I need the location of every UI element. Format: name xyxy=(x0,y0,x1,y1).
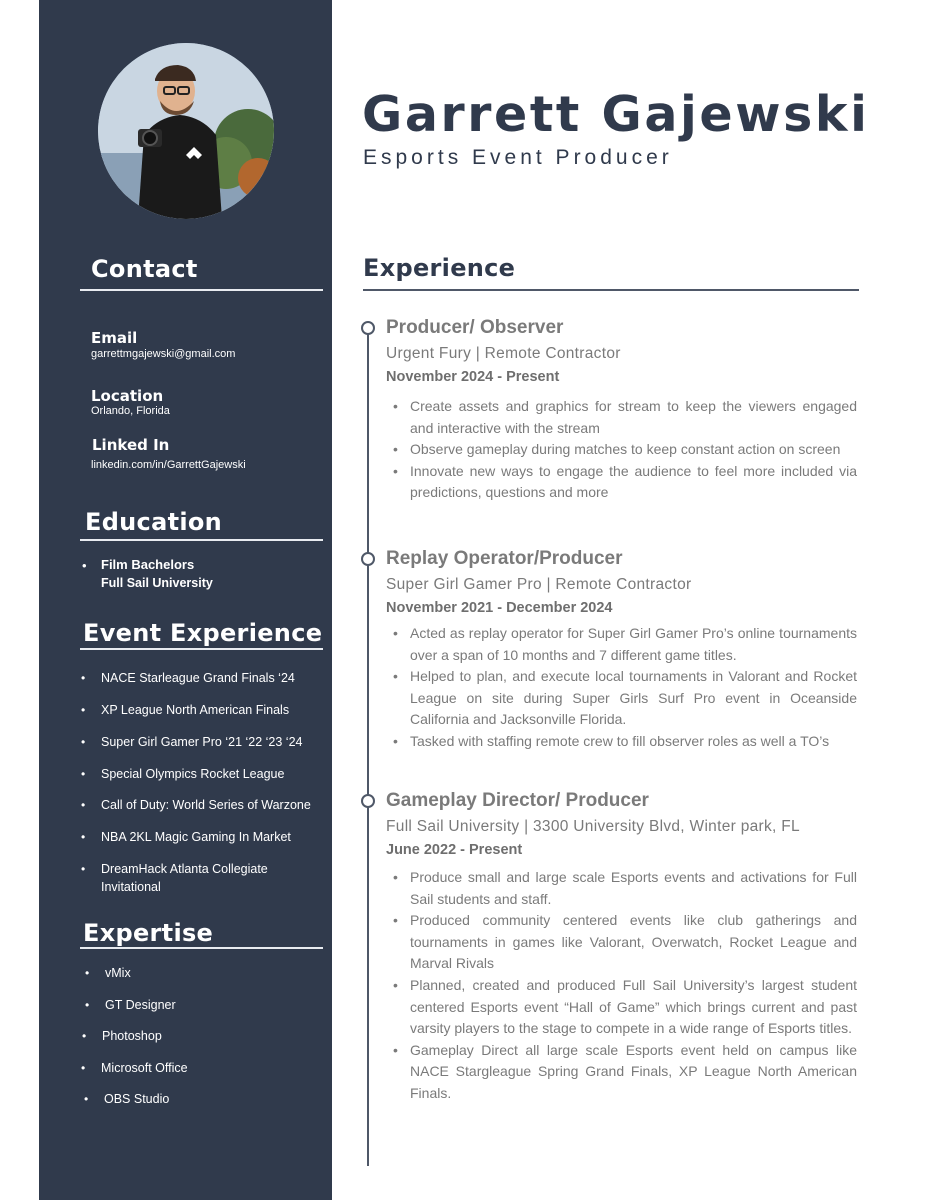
list-item: • NBA 2KL Magic Gaming In Market xyxy=(81,830,291,844)
linkedin-value[interactable]: linkedin.com/in/GarrettGajewski xyxy=(91,459,246,471)
bullet-icon: • xyxy=(81,767,86,781)
bullet-icon: • xyxy=(81,735,86,749)
experience-heading: Experience xyxy=(363,254,516,282)
candidate-name: Garrett Gajewski xyxy=(362,86,870,143)
event-experience-heading: Event Experience xyxy=(83,619,323,647)
candidate-role: Esports Event Producer xyxy=(363,146,673,169)
profile-photo xyxy=(98,43,274,219)
bullet-icon: • xyxy=(85,966,90,980)
education-degree: Film Bachelors xyxy=(101,557,195,572)
job-bullets xyxy=(410,867,857,1105)
job-org: Super Girl Gamer Pro | Remote Contractor xyxy=(386,576,692,593)
job-dates: June 2022 - Present xyxy=(386,842,523,858)
job-bullets xyxy=(410,396,857,504)
profile-photo-illustration xyxy=(98,43,274,219)
list-item: • DreamHack Atlanta Collegiate xyxy=(81,862,268,876)
list-item: • vMix xyxy=(85,966,131,980)
list-item: • Tasked with staffing remote crew to fill observer roles as well a TO’s xyxy=(410,731,857,753)
list-item: • Planned, created and produced Full Sail University’s largest student centered Esports event “Hall of Game” which brings current and past varsity players to the stage to compete in a wide range of Esports titles. xyxy=(410,975,857,1040)
list-item: • Acted as replay operator for Super Girl Gamer Pro’s online tournaments over a span of 10 months and 7 different game titles. xyxy=(410,623,857,666)
linkedin-label: Linked In xyxy=(92,436,170,454)
bullet-icon: • xyxy=(81,798,86,812)
education-bullet-icon: • xyxy=(82,558,87,573)
bullet-icon: • xyxy=(81,671,86,685)
education-school: Full Sail University xyxy=(101,576,213,590)
job-title: Gameplay Director/ Producer xyxy=(386,790,649,811)
list-item: • Produced community centered events like club gatherings and tournaments in games like Valorant, Overwatch, Rocket League and Marval Rivals xyxy=(410,910,857,975)
list-item: • NACE Starleague Grand Finals ‘24 xyxy=(81,671,295,685)
list-item: • OBS Studio xyxy=(84,1092,170,1106)
list-item: • Gameplay Direct all large scale Esports event held on campus like NACE Stargleague Spring Grand Finals, XP League North American Finals. xyxy=(410,1040,857,1105)
timeline-node-icon xyxy=(361,321,375,335)
job-org: Full Sail University | 3300 University Blvd, Winter park, FL xyxy=(386,818,800,835)
email-value[interactable]: garrettmgajewski@gmail.com xyxy=(91,348,236,360)
bullet-icon: • xyxy=(84,1092,89,1106)
experience-divider xyxy=(363,289,859,291)
bullet-icon: • xyxy=(81,830,86,844)
job-dates: November 2024 - Present xyxy=(386,369,560,385)
list-item-continuation: Invitational xyxy=(101,880,161,894)
job-dates: November 2021 - December 2024 xyxy=(386,600,613,616)
list-item: • Special Olympics Rocket League xyxy=(81,767,285,781)
timeline-node-icon xyxy=(361,552,375,566)
location-label: Location xyxy=(91,387,164,405)
list-item: • Super Girl Gamer Pro ‘21 ‘22 ‘23 ‘24 xyxy=(81,735,303,749)
education-divider xyxy=(80,539,323,541)
list-item: • Call of Duty: World Series of Warzone xyxy=(81,798,311,812)
list-item: • Create assets and graphics for stream to keep the viewers engaged and interactive with the stream xyxy=(410,396,857,439)
job-org: Urgent Fury | Remote Contractor xyxy=(386,345,621,362)
expertise-heading: Expertise xyxy=(83,919,214,947)
expertise-divider xyxy=(80,947,323,949)
list-item: • Observe gameplay during matches to keep constant action on screen xyxy=(410,439,857,461)
bullet-icon: • xyxy=(81,1061,86,1075)
event-experience-divider xyxy=(80,648,323,650)
bullet-icon: • xyxy=(81,862,86,876)
job-title: Replay Operator/Producer xyxy=(386,548,623,569)
list-item: • Helped to plan, and execute local tournaments in Valorant and Rocket League on site during Super Girls Surf Pro event in Oceanside California and Jacksonville Florida. xyxy=(410,666,857,731)
bullet-icon: • xyxy=(85,998,90,1012)
timeline-line xyxy=(367,334,369,1166)
list-item: • Produce small and large scale Esports events and activations for Full Sail students and staff. xyxy=(410,867,857,910)
timeline-node-icon xyxy=(361,794,375,808)
list-item: • Microsoft Office xyxy=(81,1061,188,1075)
job-title: Producer/ Observer xyxy=(386,317,564,338)
job-bullets xyxy=(410,623,857,753)
list-item: • XP League North American Finals xyxy=(81,703,290,717)
list-item: • Innovate new ways to engage the audience to feel more included via predictions, questions and more xyxy=(410,461,857,504)
education-heading: Education xyxy=(85,508,223,536)
contact-divider xyxy=(80,289,323,291)
contact-heading: Contact xyxy=(91,255,198,283)
list-item: • Photoshop xyxy=(82,1029,162,1043)
email-label: Email xyxy=(91,329,138,347)
list-item: • GT Designer xyxy=(85,998,176,1012)
bullet-icon: • xyxy=(82,1029,87,1043)
bullet-icon: • xyxy=(81,703,86,717)
location-value: Orlando, Florida xyxy=(91,405,170,417)
